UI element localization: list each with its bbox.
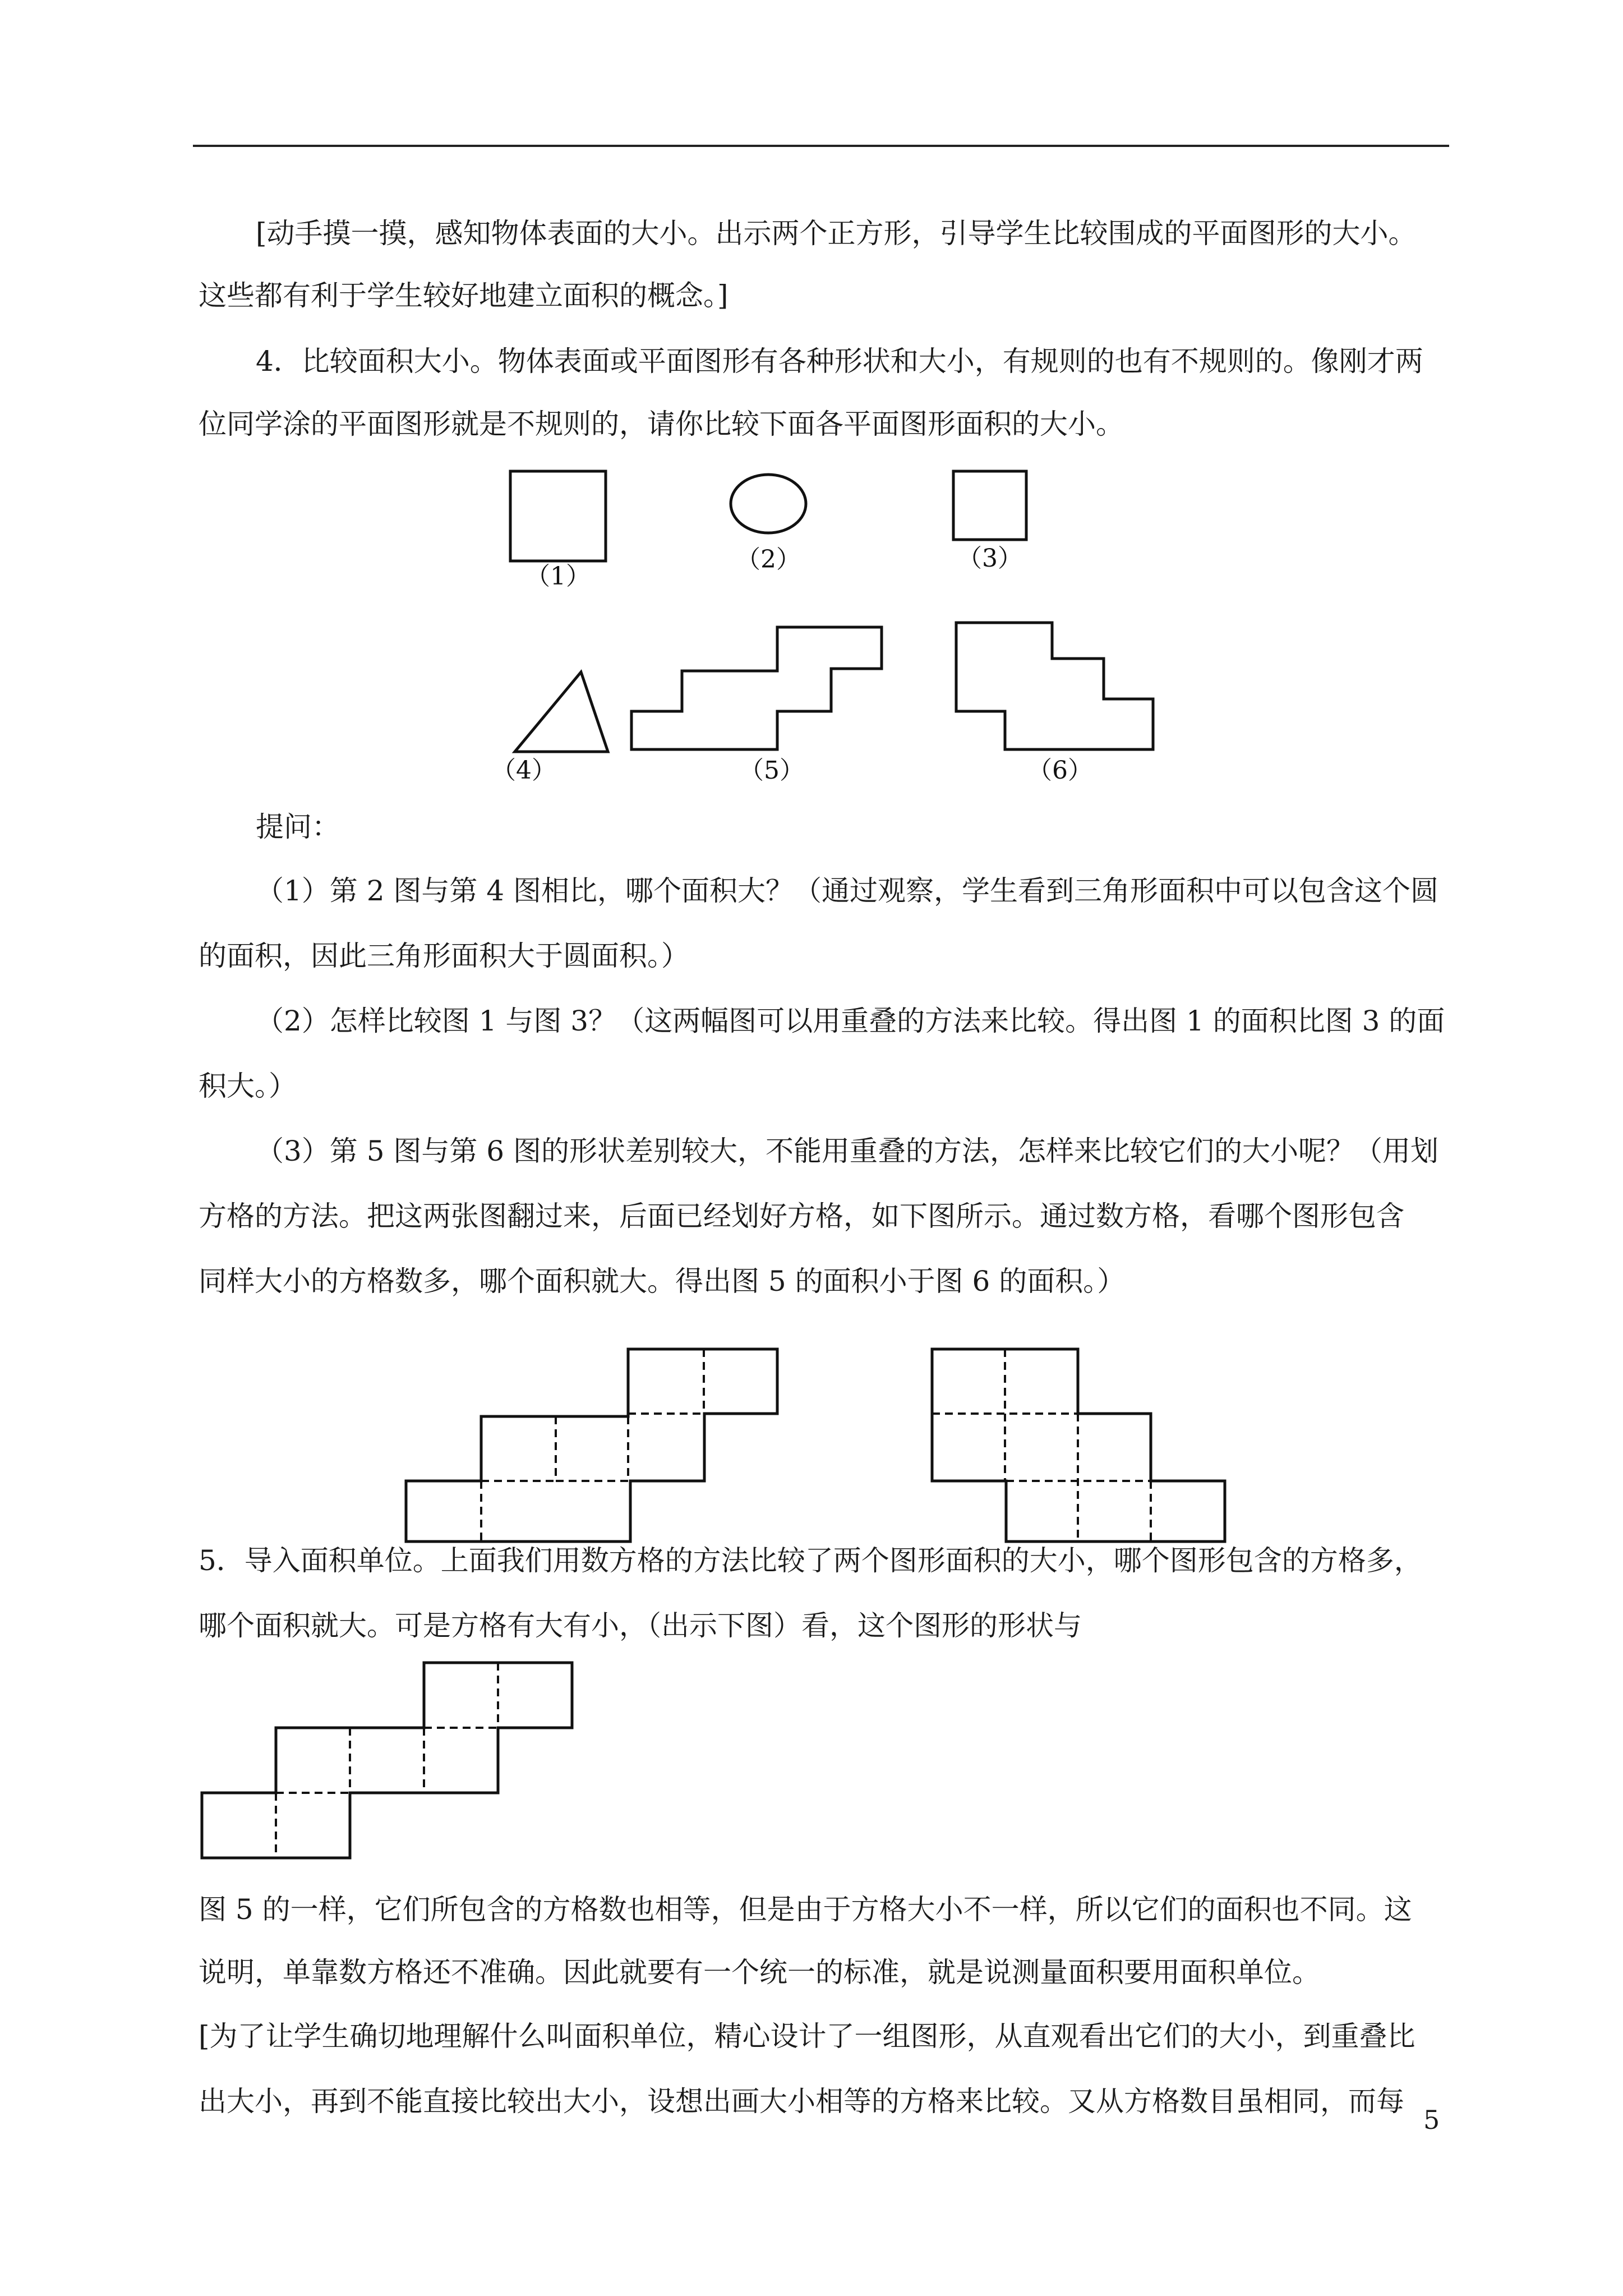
header-rule [193, 145, 1449, 147]
paragraph-line: 图 5 的一样，它们所包含的方格数也相等，但是由于方格大小不一样，所以它们的面积也不同。这 [199, 1893, 1412, 1926]
figure-label-4: （4） [491, 756, 556, 785]
paragraph-line: （3）第 5 图与第 6 图的形状差别较大，不能用重叠的方法，怎样来比较它们的大小呢？（用划 [256, 1135, 1439, 1167]
paragraph-line: （2）怎样比较图 1 与图 3？（这两幅图可以用重叠的方法来比较。得出图 1 的面积比图 3 的面 [256, 1005, 1445, 1037]
paragraph-line: 说明，单靠数方格还不准确。因此就要有一个统一的标准，就是说测量面积要用面积单位。 [199, 1956, 1320, 1989]
figure-label-1: （1） [525, 562, 591, 591]
paragraph-line: 积大。） [199, 1070, 297, 1102]
paragraph-line: 同样大小的方格数多，哪个面积就大。得出图 5 的面积小于图 6 的面积。） [199, 1265, 1126, 1297]
square-1-shape [510, 471, 606, 561]
paragraph-line: [动手摸一摸，感知物体表面的大小。出示两个正方形，引导学生比较围成的平面图形的大小。 [256, 217, 1417, 250]
paragraph-line: 出大小，再到不能直接比较出大小，设想出画大小相等的方格来比较。又从方格数目虽相同，而每 [199, 2085, 1404, 2118]
paragraph-line: 4．比较面积大小。物体表面或平面图形有各种形状和大小，有规则的也有不规则的。像刚才两 [256, 345, 1423, 378]
triangle-4-shape [515, 672, 608, 752]
staircase-shape-5 [631, 627, 882, 749]
figure-label-2: （2） [736, 545, 801, 574]
shapes-figure [471, 460, 1166, 797]
figure-label-3: （3） [957, 544, 1022, 573]
paragraph-line: 这些都有利于学生较好地建立面积的概念。] [199, 279, 728, 312]
paragraph-line: （1）第 2 图与第 4 图相比，哪个面积大？（通过观察，学生看到三角形面积中可以包含这个圆 [256, 875, 1439, 907]
grid-comparison-figure [393, 1301, 1267, 1537]
different-grid-figure [191, 1660, 594, 1874]
figure-label-5: （5） [739, 756, 804, 785]
square-3-shape [953, 471, 1026, 540]
gridded-shape-6 [932, 1349, 1225, 1542]
paragraph-line: 哪个面积就大。可是方格有大有小，（出示下图）看，这个图形的形状与 [199, 1609, 1082, 1642]
staircase-shape-6 [956, 623, 1153, 749]
paragraph-line: 方格的方法。把这两张图翻过来，后面已经划好方格，如下图所示。通过数方格，看哪个图形包含 [199, 1200, 1404, 1232]
paragraph-line: 的面积，因此三角形面积大于圆面积。） [199, 940, 689, 972]
paragraph-line: 位同学涂的平面图形就是不规则的，请你比较下面各平面图形面积的大小。 [199, 408, 1124, 440]
figure-label-6: （6） [1027, 756, 1092, 785]
gridded-shape-5 [406, 1349, 777, 1542]
paragraph-line: 提问： [256, 811, 340, 843]
paragraph-line: [为了让学生确切地理解什么叫面积单位，精心设计了一组图形，从直观看出它们的大小，到重叠比 [199, 2020, 1415, 2053]
paragraph-line: 5．导入面积单位。上面我们用数方格的方法比较了两个图形面积的大小，哪个图形包含的方格多， [199, 1544, 1422, 1577]
circle-2-shape [731, 475, 806, 533]
gridded-shape-small [202, 1663, 572, 1858]
page-number: 5 [1423, 2105, 1440, 2135]
